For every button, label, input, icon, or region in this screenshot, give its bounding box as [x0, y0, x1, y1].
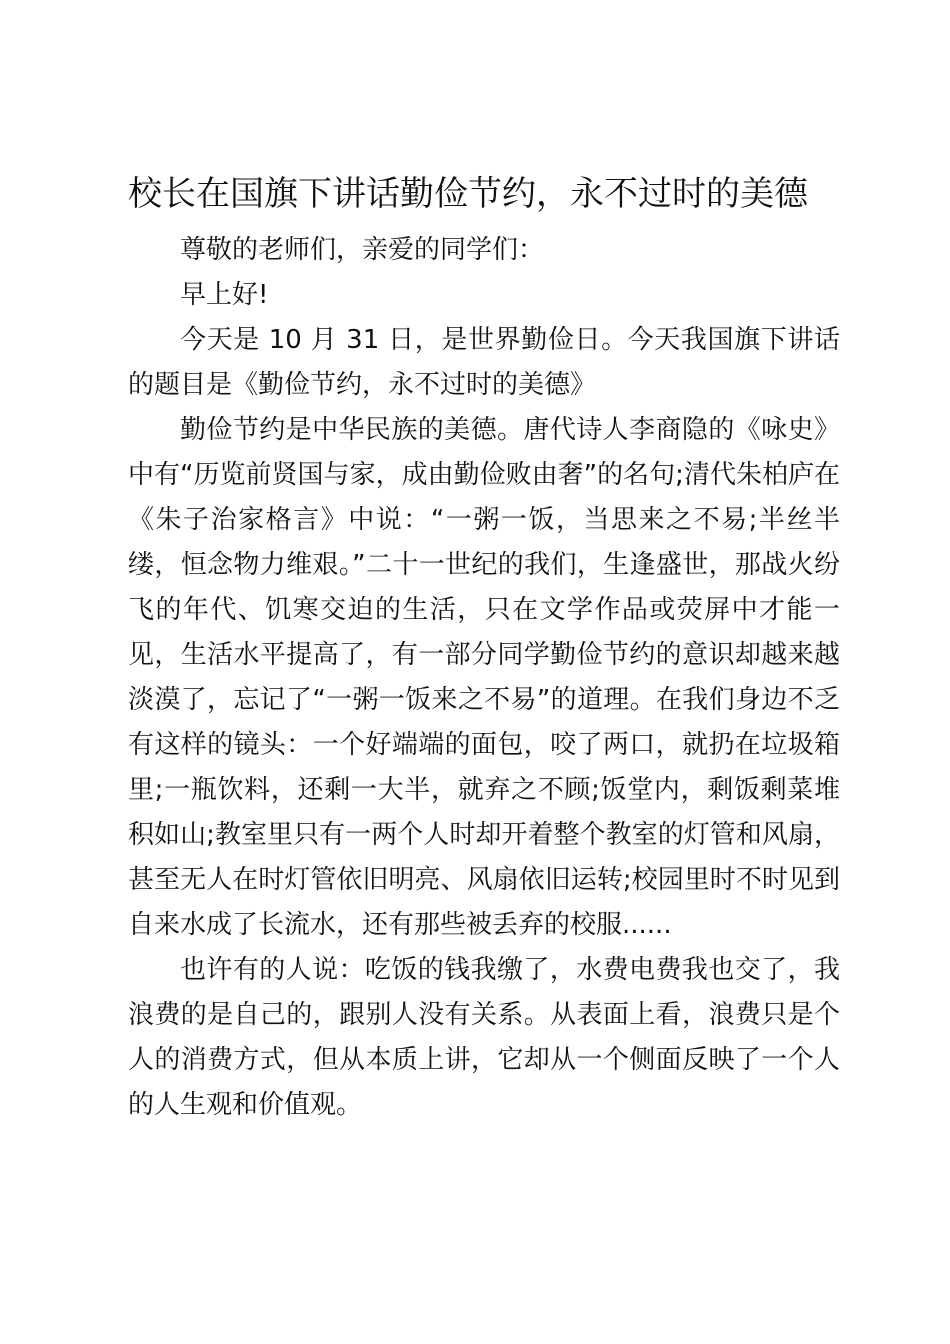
- paragraph-good-morning: 早上好!: [180, 280, 269, 310]
- paragraph-body-1: 勤俭节约是中华民族的美德。唐代诗人李商隐的《咏史》中有“历览前贤国与家，成由勤俭败由奢”的名句;清代朱柏庐在《朱子治家格言》中说：“一粥一饭，当思来之不易;半丝半缕，恒念物力维艰。”二十一世纪的我们，生逢盛世，那战火纷飞的年代、饥寒交迫的生活，只在文学作品或荧屏中才能一见，生活水平提高了，有一部分同学勤俭节约的意识却越来越淡漠了，忘记了“一粥一饭来之不易”的道理。在我们身边不乏有这样的镜头：一个好端端的面包，咬了两口，就扔在垃圾箱里;一瓶饮料，还剩一大半，就弃之不顾;饭堂内，剩饭剩菜堆积如山;教室里只有一两个人时却开着整个教室的灯管和风扇，甚至无人在时灯管依旧明亮、风扇依旧运转;校园里时不时见到自来水成了长流水，还有那些被丢弃的校服......: [128, 415, 840, 940]
- document-title: 校长在国旗下讲话勤俭节约，永不过时的美德: [128, 174, 808, 214]
- paragraph-greeting: 尊敬的老师们，亲爱的同学们：: [180, 235, 545, 265]
- paragraph-body-2: 也许有的人说：吃饭的钱我缴了，水费电费我也交了，我浪费的是自己的，跟别人没有关系。从表面上看，浪费只是个人的消费方式，但从本质上讲，它却从一个侧面反映了一个人的人生观和价值观。: [128, 955, 840, 1120]
- document-page: [128, 170, 840, 1128]
- paragraph-intro: 今天是 10 月 31 日，是世界勤俭日。今天我国旗下讲话的题目是《勤俭节约，永不过时的美德》: [128, 325, 840, 400]
